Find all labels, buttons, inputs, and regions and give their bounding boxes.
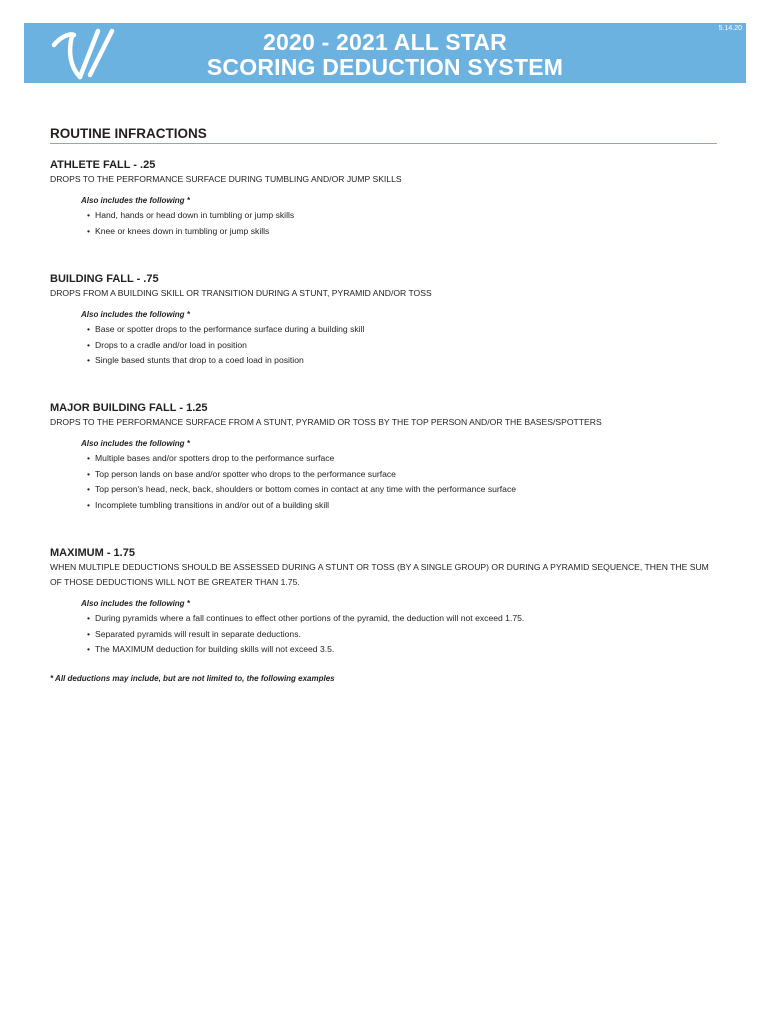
list-item: • Knee or knees down in tumbling or jump skills xyxy=(87,224,730,240)
deduction-item-major-building-fall xyxy=(50,401,730,514)
example-list xyxy=(50,451,730,514)
list-item: • Single based stunts that drop to a coed load in position xyxy=(87,353,730,369)
item-title: MAJOR BUILDING FALL - 1.25 xyxy=(50,402,208,414)
item-description: DROPS TO THE PERFORMANCE SURFACE FROM A STUNT, PYRAMID OR TOSS BY THE TOP PERSON AND/OR THE BASES/SPOTTERS xyxy=(50,417,602,427)
item-description: DROPS TO THE PERFORMANCE SURFACE DURING TUMBLING AND/OR JUMP SKILLS xyxy=(50,174,402,184)
varsity-logo-icon xyxy=(50,27,124,81)
item-title: MAXIMUM - 1.75 xyxy=(50,547,135,559)
page-title xyxy=(124,30,646,80)
item-description: DROPS FROM A BUILDING SKILL OR TRANSITION DURING A STUNT, PYRAMID AND/OR TOSS xyxy=(50,288,432,298)
list-item: • Top person lands on base and/or spotter who drops to the performance surface xyxy=(87,467,730,483)
section-heading: ROUTINE INFRACTIONS xyxy=(50,126,717,144)
also-includes-label: Also includes the following * xyxy=(81,310,190,319)
also-includes-label: Also includes the following * xyxy=(81,599,190,608)
item-title: ATHLETE FALL - .25 xyxy=(50,159,156,171)
title-line-2: SCORING DEDUCTION SYSTEM xyxy=(206,54,564,80)
also-includes-label: Also includes the following * xyxy=(81,196,190,205)
list-item: • Top person's head, neck, back, shoulders or bottom comes in contact at any time with the performance surface xyxy=(87,482,730,498)
list-item: • Hand, hands or head down in tumbling or jump skills xyxy=(87,208,730,224)
list-item: • Drops to a cradle and/or load in position xyxy=(87,338,730,354)
title-line-1: 2020 - 2021 ALL STAR xyxy=(263,29,507,55)
item-title: BUILDING FALL - .75 xyxy=(50,273,159,285)
deduction-item-maximum xyxy=(50,546,718,658)
item-description: WHEN MULTIPLE DEDUCTIONS SHOULD BE ASSESSED DURING A STUNT OR TOSS (BY A SINGLE GROUP) OR DURING A PYRAMID SEQUENCE, THEN THE SUM OF THOSE DEDUCTIONS WILL NOT BE GREATER THAN 1.75. xyxy=(50,562,709,587)
list-item: • Separated pyramids will result in separate deductions. xyxy=(87,627,718,643)
list-item: • The MAXIMUM deduction for building skills will not exceed 3.5. xyxy=(87,642,718,658)
version-label: 5.14.20 xyxy=(718,25,742,32)
deduction-item-athlete-fall xyxy=(50,158,730,239)
header-banner xyxy=(24,23,746,83)
example-list xyxy=(50,322,730,369)
list-item: • Multiple bases and/or spotters drop to the performance surface xyxy=(87,451,730,467)
deduction-item-building-fall xyxy=(50,272,730,369)
example-list xyxy=(50,208,730,239)
list-item: • Incomplete tumbling transitions in and/or out of a building skill xyxy=(87,498,730,514)
list-item: • During pyramids where a fall continues to effect other portions of the pyramid, the deduction will not exceed 1.75. xyxy=(87,611,718,627)
footnote: * All deductions may include, but are not limited to, the following examples xyxy=(50,674,335,683)
example-list xyxy=(50,611,718,658)
also-includes-label: Also includes the following * xyxy=(81,439,190,448)
list-item: • Base or spotter drops to the performance surface during a building skill xyxy=(87,322,730,338)
